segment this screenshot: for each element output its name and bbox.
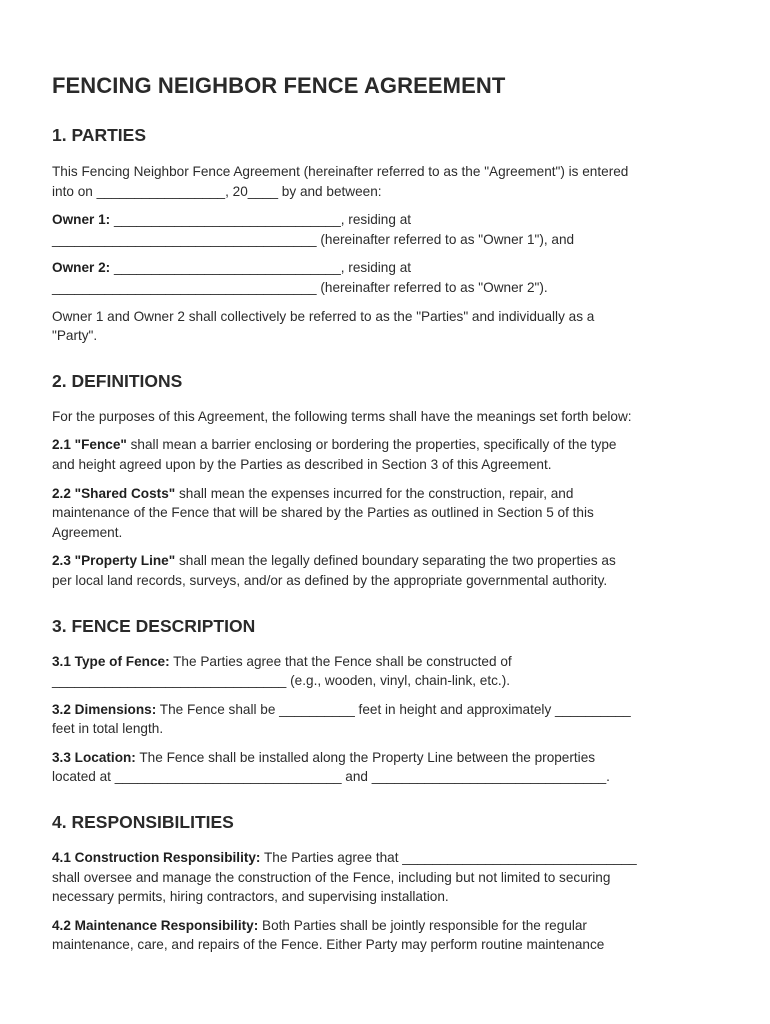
owner-2-line-1: ______________________________, residing at: [110, 260, 412, 276]
definition-fence-label: 2.1 "Fence": [52, 437, 127, 453]
section-heading-definitions: 2. DEFINITIONS: [52, 370, 183, 391]
owner-1-line-2: ___________________________________ (hereinafter referred to as "Owner 1"), and: [52, 231, 575, 247]
section-heading-parties: 1. PARTIES: [52, 125, 147, 145]
parties-collective-line-2: "Party".: [52, 328, 98, 344]
parties-intro: [52, 162, 718, 201]
definition-shared-costs-line-2: maintenance of the Fence that will be shared by the Parties as outlined in Section 5 of this: [52, 505, 594, 521]
parties-intro-line-2: into on _________________, 20____ by and between:: [52, 183, 382, 199]
clause-location-line-1: The Fence shall be installed along the Property Line between the properties: [135, 749, 596, 765]
owner-1-line-1: ______________________________, residing at: [110, 212, 412, 228]
owner-2-paragraph: [52, 258, 718, 297]
clause-construction-responsibility: [52, 848, 718, 907]
clause-construction-responsibility-line-1: The Parties agree that _______________________________: [260, 850, 637, 866]
clause-location-label: 3.3 Location:: [52, 749, 136, 765]
parties-intro-line-1: This Fencing Neighbor Fence Agreement (hereinafter referred to as the "Agreement") is entered: [52, 164, 629, 179]
clause-type-of-fence: [52, 652, 718, 691]
clause-dimensions-label: 3.2 Dimensions:: [52, 701, 157, 717]
definition-fence-line-1: shall mean a barrier enclosing or bordering the properties, specifically of the type: [126, 437, 617, 453]
definitions-intro: For the purposes of this Agreement, the following terms shall have the meanings set forth below:: [52, 408, 632, 424]
definition-fence-line-2: and height agreed upon by the Parties as described in Section 3 of this Agreement.: [52, 456, 552, 472]
definition-property-line-label: 2.3 "Property Line": [52, 553, 176, 569]
clause-dimensions: [52, 700, 718, 739]
clause-dimensions-line-1: The Fence shall be __________ feet in height and approximately __________: [156, 701, 631, 717]
definition-property-line: [52, 551, 718, 590]
section-heading-responsibilities: 4. RESPONSIBILITIES: [52, 812, 234, 833]
parties-collective: [52, 307, 718, 346]
clause-construction-responsibility-label: 4.1 Construction Responsibility:: [52, 850, 261, 866]
clause-location: [52, 748, 718, 787]
clause-maintenance-responsibility: [52, 916, 718, 955]
clause-maintenance-responsibility-label: 4.2 Maintenance Responsibility:: [52, 917, 259, 933]
definition-shared-costs-line-1: shall mean the expenses incurred for the construction, repair, and: [175, 485, 574, 501]
clause-type-of-fence-line-1: The Parties agree that the Fence shall be constructed of: [169, 653, 512, 669]
definition-property-line-line-1: shall mean the legally defined boundary separating the two properties as: [175, 553, 616, 569]
clause-maintenance-responsibility-line-1: Both Parties shall be jointly responsible for the regular: [258, 917, 587, 933]
clause-dimensions-line-2: feet in total length.: [52, 721, 164, 737]
definition-fence: [52, 435, 718, 474]
clause-location-line-2: located at ______________________________ and _______________________________.: [52, 769, 610, 785]
section-heading-fence-description: 3. FENCE DESCRIPTION: [52, 615, 256, 636]
clause-type-of-fence-line-2: _______________________________ (e.g., wooden, vinyl, chain-link, etc.).: [52, 673, 511, 689]
clause-construction-responsibility-line-3: necessary permits, hiring contractors, and supervising installation.: [52, 889, 449, 905]
document-title: FENCING NEIGHBOR FENCE AGREEMENT: [52, 73, 506, 98]
clause-type-of-fence-label: 3.1 Type of Fence:: [52, 653, 170, 669]
owner-2-line-2: ___________________________________ (hereinafter referred to as "Owner 2").: [52, 279, 548, 295]
clause-construction-responsibility-line-2: shall oversee and manage the construction of the Fence, including but not limited to securing: [52, 869, 611, 885]
clause-maintenance-responsibility-line-2: maintenance, care, and repairs of the Fence. Either Party may perform routine maintenance: [52, 937, 605, 953]
owner-2-label: Owner 2:: [52, 260, 111, 276]
definition-shared-costs: [52, 484, 718, 543]
owner-1-paragraph: [52, 210, 718, 249]
owner-1-label: Owner 1:: [52, 212, 111, 228]
definition-property-line-line-2: per local land records, surveys, and/or as defined by the appropriate governmental authority.: [52, 572, 608, 588]
definition-shared-costs-line-3: Agreement.: [52, 524, 123, 540]
parties-collective-line-1: Owner 1 and Owner 2 shall collectively be referred to as the "Parties" and individually as a: [52, 308, 595, 324]
definition-shared-costs-label: 2.2 "Shared Costs": [52, 485, 176, 501]
